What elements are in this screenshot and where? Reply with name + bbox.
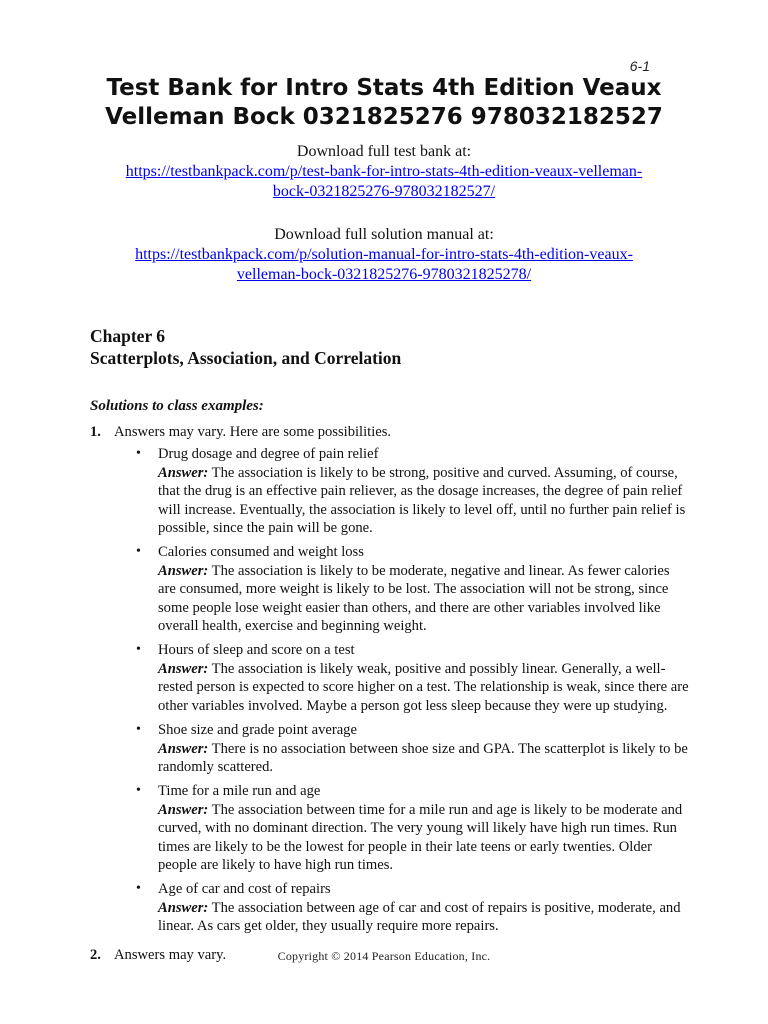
answer-text: The association between time for a mile run and age is likely to be moderate and curved, with no dominant direction. The very young will likely have high run times. Run times are likely to be the lowest for people in their late teens or early twenties. Older people are likely to have high run times.: [158, 801, 683, 873]
item-text: Answers may vary. Here are some possibilities.: [114, 424, 392, 440]
bullet-answer: [158, 740, 690, 777]
bullet-answer: [158, 801, 690, 875]
bullet-topic: Age of car and cost of repairs: [158, 881, 331, 898]
bullet-icon: •: [136, 783, 141, 799]
list-item: [136, 880, 690, 935]
solution-manual-link[interactable]: [135, 246, 633, 283]
answer-text: The association between age of car and cost of repairs is positive, moderate, and linear. As cars get older, they usually require more repairs.: [158, 899, 681, 935]
download-test-bank-label: Download full test bank at:: [296, 143, 472, 160]
example-list: [114, 445, 690, 935]
copyright-footer: Copyright © 2014 Pearson Education, Inc.: [277, 949, 491, 963]
item-text: Answers may vary.: [114, 946, 227, 963]
list-item: [136, 445, 690, 537]
bullet-answer: [158, 899, 690, 936]
chapter-heading: [90, 325, 401, 369]
numbered-item-1: [90, 423, 690, 942]
bullet-icon: •: [136, 722, 141, 738]
bullet-topic: Shoe size and grade point average: [158, 722, 357, 739]
bullet-answer: [158, 660, 690, 715]
download-solution-manual-section: [70, 225, 698, 285]
solution-manual-link-line-2[interactable]: velleman-bock-0321825276-9780321825278/: [236, 266, 532, 283]
solutions-content: [90, 423, 690, 964]
answer-label: Answer:: [158, 562, 209, 579]
bullet-answer: [158, 464, 690, 538]
chapter-title: Scatterplots, Association, and Correlation: [90, 348, 402, 368]
bullet-topic: Hours of sleep and score on a test: [158, 642, 355, 659]
list-item: [136, 543, 690, 635]
answer-text: The association is likely to be strong, positive and curved. Assuming, of course, that the drug is an effective pain reliever, as the dosage increases, the degree of pain relief will increase. Eventually, the association is likely to level off, until no further pain relief is possible, since the pain will be gone.: [158, 464, 686, 537]
solution-manual-link-line-1[interactable]: https://testbankpack.com/p/solution-manual-for-intro-stats-4th-edition-veaux-: [135, 246, 633, 263]
answer-label: Answer:: [158, 899, 209, 916]
document-title: [0, 74, 768, 132]
bullet-icon: •: [136, 881, 141, 897]
list-item: [136, 721, 690, 776]
bullet-topic: Calories consumed and weight loss: [158, 544, 364, 561]
item-number: 2.: [90, 946, 101, 963]
list-item: [136, 641, 690, 715]
bullet-icon: •: [136, 642, 141, 658]
answer-text: There is no association between shoe size and GPA. The scatterplot is likely to be randomly scattered.: [158, 740, 688, 775]
answer-label: Answer:: [158, 660, 209, 677]
test-bank-link-line-2[interactable]: bock-0321825276-978032182527/: [272, 183, 496, 200]
answer-label: Answer:: [158, 801, 209, 818]
item-number: 1.: [90, 424, 101, 440]
bullet-topic: Time for a mile run and age: [158, 783, 321, 800]
chapter-number: Chapter 6: [90, 326, 166, 346]
answer-label: Answer:: [158, 464, 209, 481]
bullet-icon: •: [136, 446, 141, 462]
answer-text: The association is likely to be moderate, negative and linear. As fewer calories are consumed, more weight is likely to be lost. The association will not be strong, since some people lose weight easier than others, and there are other variables involved like overall health, exercise and beginning weight.: [158, 562, 670, 635]
download-solution-manual-label: Download full solution manual at:: [274, 226, 494, 243]
bullet-topic: Drug dosage and degree of pain relief: [158, 446, 379, 463]
page-number: 6-1: [629, 58, 650, 74]
answer-label: Answer:: [158, 740, 209, 757]
bullet-answer: [158, 562, 690, 636]
title-line-1: Test Bank for Intro Stats 4th Edition Veaux: [106, 75, 662, 101]
download-test-bank-section: [70, 142, 698, 202]
test-bank-link-line-1[interactable]: https://testbankpack.com/p/test-bank-for-intro-stats-4th-edition-veaux-velleman-: [125, 163, 643, 180]
answer-text: The association is likely weak, positive and possibly linear. Generally, a well-rested person is expected to score higher on a test. The relationship is weak, since there are other variables involved. Maybe a person got less sleep because they were up studying.: [158, 660, 689, 714]
list-item: [136, 782, 690, 874]
bullet-icon: •: [136, 544, 141, 560]
solutions-heading: Solutions to class examples:: [90, 398, 264, 414]
title-line-2: Velleman Bock 0321825276 978032182527: [105, 104, 663, 130]
test-bank-link[interactable]: [126, 163, 642, 200]
